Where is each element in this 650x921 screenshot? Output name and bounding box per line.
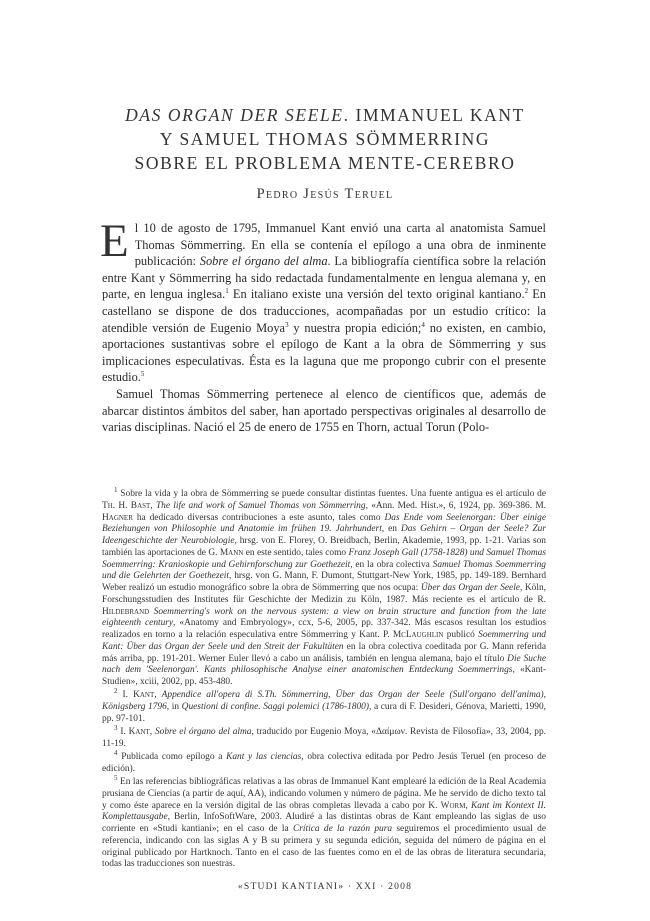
fn-work-title: Questioni di confine. Saggi polemici (1786-1800) bbox=[181, 702, 369, 712]
footnotes bbox=[102, 485, 547, 873]
fn-text: seguiremos el procedimiento usual de referencia, indicando con las siglas A y B su primera y su segunda edición, seguida del número de página en el original publicado por Hartknoch. Tanto en el caso de las fuentes como en el de las obras de literatura secundaria, todas las traducciones son nuestras. bbox=[102, 824, 546, 870]
fn-text: , «Anatomy and Embryology», ccx, 5-6, 2005, pp. 337-342. Más escasos resultan los estudios realizados en torno a la relación especulativa entre Sömmerring y Kant. P. bbox=[102, 618, 546, 640]
fn-work-title: Das Ende vom Seelenorgan: Über einige Beziehungen von Philosophie und Anatomie im frühen 19. Jahrhundert bbox=[102, 512, 546, 535]
p1-text: En italiano existe una versión del texto original kantiano. bbox=[228, 287, 525, 302]
fn-text: I. bbox=[117, 727, 129, 737]
author-name: Pedro Jesús Teruel bbox=[256, 186, 394, 202]
footnote-ref-4[interactable]: 4 bbox=[421, 320, 425, 329]
fn-work-title: Die Suche nach dem 'Seelenorgan'. Kants philosophische Analyse einer anatomischen Entdeckung Soemmerrings bbox=[102, 653, 546, 676]
footnote-1 bbox=[102, 485, 547, 689]
title-rest: . IMMANUEL KANT bbox=[343, 105, 525, 125]
fn-text: , hrsg. von G. Mann, F. Dumont, Stuttgart-New York, 1985, pp. 149-189. Bernhard Weber realizó un estudio monográfico sobre la obra de Sömmerring que nos ocupa: bbox=[102, 571, 547, 593]
p1-text: l 10 de agosto de 1795, Immanuel Kant envió una carta al anatomista Samuel Thomas Sömmerring. En ella se contenía el epílogo a una obra de inminente publicación: bbox=[134, 221, 546, 269]
fn-author: Kant bbox=[133, 690, 155, 701]
fn-work-title: Samuel Thomas Soemmerring und die Gelehrten der Goethezeit bbox=[102, 559, 546, 582]
fn-text: , «Ann. Med. Hist.», 6, 1924, pp. 369-386. M. bbox=[365, 500, 547, 511]
fn-author: Worm bbox=[440, 800, 466, 811]
article-title-line-3: SOBRE EL PROBLEMA MENTE-CEREBRO bbox=[134, 153, 516, 173]
footnote-ref-5[interactable]: 5 bbox=[140, 370, 145, 379]
footnote-number: 2 bbox=[114, 687, 118, 696]
fn-author: Mann bbox=[219, 547, 244, 558]
fn-text: , hrsg. von E. Florey, O. Breidbach, Berlin, Akademie, 1993, pp. 1-21. Varias son también las aportaciones de G. bbox=[102, 536, 546, 558]
p1-text: no existen, en cambio, aportaciones sustantivas sobre el epílogo de Kant a la obra de Sömmerring y sus implicaciones especulativas. Ésta es la laguna que me propongo cubrir con el presente estudio. bbox=[102, 320, 546, 385]
fn-work-title: Kant im Kontext II. Komplettausgabe bbox=[102, 800, 546, 823]
fn-text: , en la obra colectiva bbox=[350, 559, 433, 570]
fn-text: , in bbox=[166, 702, 182, 712]
fn-work-title: Sobre el órgano del alma bbox=[154, 727, 252, 737]
fn-text: Publicada como epílogo a bbox=[117, 752, 227, 762]
fn-text: en la obra colectiva coeditada por G. Mann referida más arriba, pp. 191-201. Werner Euler llevó a cabo un análisis, también en lengua alemana, bajo el título bbox=[102, 641, 546, 664]
article-title-line-2: Y SAMUEL THOMAS SÖMMERRING bbox=[159, 129, 491, 149]
article-title-line-1 bbox=[60, 104, 590, 126]
fn-text: Sobre la vida y la obra de Sömmerring se puede consultar distintas fuentes. Una fuente antigua es el artículo de bbox=[117, 489, 546, 499]
fn-text: , obra colectiva editada por Pedro Jesús Teruel (en proceso de edición). bbox=[102, 752, 546, 774]
paragraph-1 bbox=[100, 215, 546, 386]
journal-footer: «STUDI KANTIANI» · XXI · 2008 bbox=[237, 881, 413, 892]
fn-text: I. bbox=[117, 690, 134, 701]
footnote-number: 3 bbox=[114, 723, 118, 732]
drop-cap: E bbox=[100, 215, 129, 267]
footnote-4 bbox=[102, 748, 546, 776]
fn-work-title: Soemmerring's work on the nervous system: a view on brain structure and function from the late eighteenth century bbox=[102, 606, 547, 629]
fn-text: publicó bbox=[443, 630, 479, 640]
fn-work-title: Crítica de la razón pura bbox=[292, 824, 393, 834]
fn-text: , bbox=[154, 690, 162, 701]
fn-text: ha dedicado diversas contribuciones a este asunto, tales como bbox=[132, 512, 385, 523]
p1-text: . La bibliografía científica sobre la relación entre Kant y Sömmerring ha sido redactada fundamentalmente en lengua alemana y, en parte, en lengua inglesa. bbox=[102, 254, 546, 302]
fn-author: McLaughlin bbox=[392, 630, 444, 640]
footnote-number: 4 bbox=[114, 748, 118, 757]
main-body-text bbox=[100, 215, 546, 436]
fn-author: Kant bbox=[128, 727, 150, 737]
footnote-ref-3[interactable]: 3 bbox=[285, 320, 289, 329]
fn-work-title: Das Gehirn – Organ der Seele? Zur Ideengeschichte der Neurobiologie bbox=[102, 524, 546, 546]
p1-text: En castellano se dispone de dos traducciones, acompañadas por un estudio crítico: la atendible versión de Eugenio Moya bbox=[102, 287, 546, 335]
fn-work-title: Kant y las ciencias bbox=[226, 752, 302, 762]
fn-text: en este sentido, tales como bbox=[243, 547, 349, 558]
fn-work-title: Franz Joseph Gall (1758-1828) und Samuel Thomas Soemmerring: Kranioskopie und Gehirnforschung zur Goethezeit bbox=[102, 547, 547, 570]
fn-text: , Köln, Forschungsstudien des Institutes für Geschichte der Medizin zu Köln, 1987. Más reciente es el artículo de R. bbox=[102, 583, 547, 605]
fn-text: , bbox=[465, 800, 471, 811]
fn-author: Th. H. Bast bbox=[102, 500, 151, 511]
fn-text: , bbox=[150, 500, 156, 511]
footnote-number: 5 bbox=[114, 773, 118, 782]
title-italic-part: DAS ORGAN DER SEELE bbox=[125, 105, 344, 125]
footnote-ref-1[interactable]: 1 bbox=[225, 287, 229, 296]
footnote-ref-2[interactable]: 2 bbox=[524, 287, 529, 296]
fn-work-title: The life and work of Samuel Thomas von Sömmerring bbox=[155, 500, 366, 511]
fn-text: , Berlin, InfoSoftWare, 2003. Aludiré a las distintas obras de Kant empleando las siglas de uso corriente en «Studi kantiani»; en el caso de la bbox=[102, 812, 546, 834]
fn-text: , a cura di F. Desideri, Génova, Marietti, 1990, pp. 97-101. bbox=[102, 702, 546, 724]
fn-work-title: Soemmerring und Kant: Über das Organ der Seele und den Streit der Fakultäten bbox=[102, 630, 546, 652]
fn-author: Hagner bbox=[102, 512, 133, 523]
footnote-2 bbox=[102, 687, 547, 725]
fn-work-title: Appendice all'opera di S.Th. Sömmerring, Über das Organ der Seele (Sull'organo dell'anima), Königsberg 1796 bbox=[102, 690, 547, 712]
fn-text: , en bbox=[381, 524, 401, 535]
footnote-5 bbox=[102, 773, 546, 871]
fn-work-title: Über das Organ der Seele bbox=[420, 583, 520, 593]
footnote-number: 1 bbox=[114, 485, 118, 494]
fn-text: , bbox=[149, 727, 155, 737]
fn-text: , «Kant-Studien», xciii, 2002, pp. 453-480. bbox=[102, 665, 546, 687]
fn-text: En las referencias bibliográficas relativas a las obras de Immanuel Kant emplearé la edición de la Real Academia prusiana de Ciencias (a partir de aquí, AA), indicando volumen y número de página. Me he servido de dicho texto tal y como éste aparece en la versión digital de las obras completas llevada a cabo por K. bbox=[102, 777, 546, 811]
p1-text: y nuestra propia edición; bbox=[288, 320, 422, 335]
footnote-3 bbox=[102, 723, 546, 751]
paragraph-2: Samuel Thomas Sömmerring pertenece al elenco de científicos que, además de abarcar distintos ámbitos del saber, han aportado perspectivas originales al desarrollo de varias disciplinas. Nació el 25 de enero de 1755 en Thorn, actual Torun (Polo- bbox=[102, 386, 546, 435]
p1-italic-title: Sobre el órgano del alma bbox=[199, 254, 328, 269]
fn-author: Hildebrand bbox=[102, 606, 150, 617]
fn-text: , traducido por Eugenio Moya, «Δαίμων. Revista de Filosofía», 33, 2004, pp. 11-19. bbox=[102, 727, 546, 749]
